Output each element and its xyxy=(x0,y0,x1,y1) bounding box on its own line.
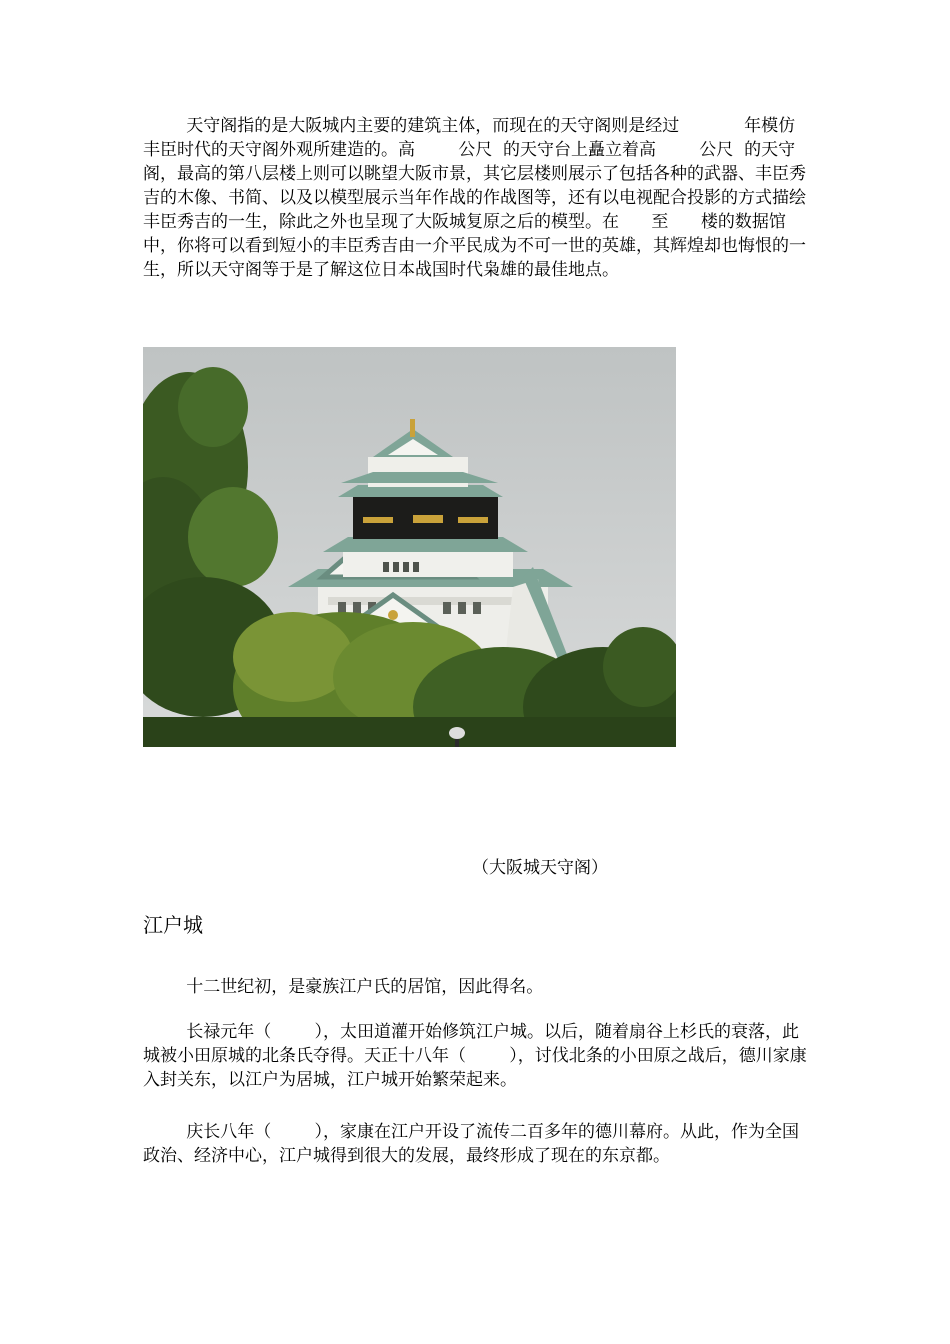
edo-paragraph-1: 十二世纪初，是豪族江户氏的居馆，因此得名。 xyxy=(143,977,544,997)
photo-caption: （大阪城天守阁） xyxy=(472,858,608,878)
section-heading-edo: 江户城 xyxy=(143,913,203,937)
edo-paragraph-2: 长禄元年（ ），太田道灌开始修筑江户城。以后，随着扇谷上杉氏的衰落，此城被小田原城的北条氏夺得。天正十八年（ ），讨伐北条的小田原之战后，德川家康入封关东，以江户为居城，江户城开始繁荣起来。 xyxy=(143,1022,807,1090)
edo-paragraph-3: 庆长八年（ ），家康在江户开设了流传二百多年的德川幕府。从此，作为全国政治、经济中心，江户城得到很大的发展，最终形成了现在的东京都。 xyxy=(143,1122,799,1166)
osaka-castle-photo xyxy=(143,347,676,747)
intro-paragraph: 天守阁指的是大阪城内主要的建筑主体，而现在的天守阁则是经过 年模仿丰臣时代的天守阁外观所建造的。高 公尺 的天守台上矗立着高 公尺 的天守阁，最高的第八层楼上则可以眺望大阪市景，其它层楼则展示了包括各种的武器、丰臣秀吉的木像、书简、以及以模型展示当年作战的作战图等，还有以电视配合投影的方式描绘丰臣秀吉的一生，除此之外也呈现了大阪城复原之后的模型。在 至 楼的数据馆中，你将可以看到短小的丰臣秀吉由一介平民成为不可一世的英雄，其辉煌却也悔恨的一生，所以天守阁等于是了解这位日本战国时代枭雄的最佳地点。 xyxy=(143,116,806,280)
